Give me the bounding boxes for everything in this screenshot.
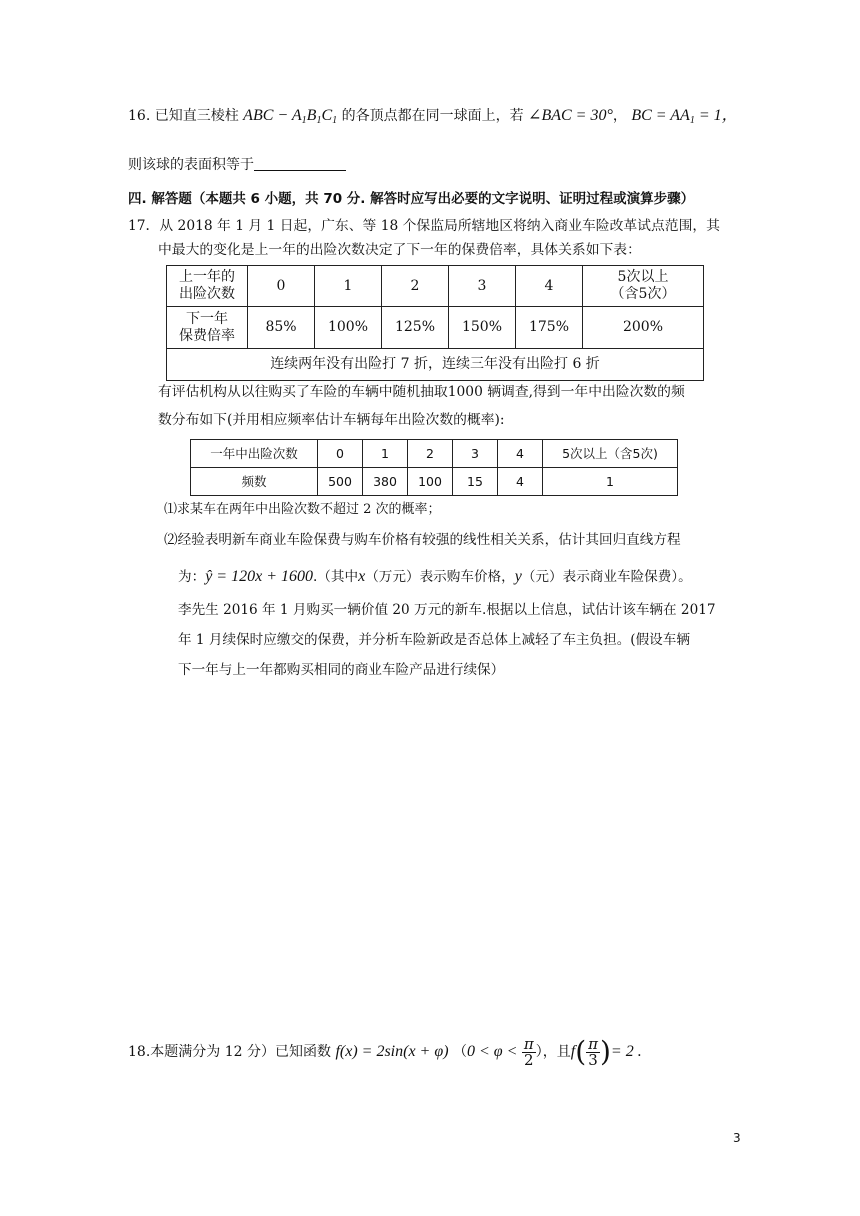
premium-rate-table — [166, 265, 704, 381]
q16-label: 16. 已知直三棱柱 — [128, 108, 239, 124]
t1-cell-5plus: 5次以上 （含5次） — [583, 266, 704, 307]
t1-footer: 连续两年没有出险打 7 折，连续三年没有出险打 6 折 — [167, 349, 704, 381]
pi-over-2: $\frac{\pi}{2}$ — [523, 1034, 534, 1069]
t2-value: 380 — [363, 468, 408, 496]
t1-cell: 200% — [583, 307, 704, 349]
t2-col: 1 — [363, 440, 408, 468]
t2-header: 一年中出险次数 — [191, 440, 318, 468]
t2-col: 3 — [453, 440, 498, 468]
section-title: 四. 解答题（本题共 6 小题，共 70 分. 解答时应写出必要的文字说明、证明过程或演算步骤） — [128, 191, 695, 207]
q16-line2 — [128, 155, 346, 175]
t2-value: 1 — [543, 468, 678, 496]
t2-value: 500 — [318, 468, 363, 496]
q16-middle: 的各顶点都在同一球面上，若 — [341, 108, 524, 124]
t1-cell: 0 — [248, 266, 315, 307]
q18-condition: 0 < φ < — [466, 1043, 518, 1060]
q17-line2: 中最大的变化是上一年的出险次数决定了下一年的保费倍率，具体关系如下表： — [158, 242, 641, 258]
t1-cell: 150% — [449, 307, 516, 349]
q17-sub2-line3: 李先生 2016 年 1 月购买一辆价值 20 万元的新车.根据以上信息，试估计该车辆在 2017 — [178, 602, 716, 618]
t2-value: 4 — [498, 468, 543, 496]
t1-cell: 85% — [248, 307, 315, 349]
q17-line3: 有评估机构从以往购买了车险的车辆中随机抽取1000 辆调查,得到一年中出险次数的频 — [158, 384, 685, 400]
t1-cell: 125% — [382, 307, 449, 349]
q16-line1: 16. 已知直三棱柱 ABC − $A_1B_1C_1$ 的各顶点都在同一球面上，若 ∠BAC = 30°， BC = $AA_1 = 1$， — [128, 107, 738, 126]
t1-cell: 2 — [382, 266, 449, 307]
q17-line1: 17．从 2018 年 1 月 1 日起，广东、等 18 个保监局所辖地区将纳入商业车险改革试点范围，其 — [128, 218, 720, 234]
q18-line: 18.本题满分为 12 分）已知函数 f(x) = 2sin(x + φ) （0 < φ < $\frac{\pi}{2}$ ），且f( $\frac{\pi}{3}$ )= 2 . — [128, 1034, 642, 1069]
pi-over-3: $\frac{\pi}{3}$ — [588, 1034, 598, 1069]
t2-col: 2 — [408, 440, 453, 468]
t1-header-claims: 上一年的 出险次数 — [167, 266, 248, 307]
q16-prism: ABC − $A_1B_1C_1$ — [243, 107, 338, 126]
q16-angle: ∠BAC = 30° — [528, 107, 613, 124]
q17-sub2-line4: 年 1 月续保时应缴交的保费，并分析车险新政是否总体上减轻了车主负担。(假设车辆 — [178, 632, 690, 648]
page-number: 3 — [733, 1131, 741, 1145]
t1-cell: 3 — [449, 266, 516, 307]
q16-eq: BC = $AA_1 = 1$， — [631, 107, 738, 126]
q18-function: f(x) = 2sin(x + φ) — [335, 1043, 449, 1060]
regression-equation: ŷ = 120x + 1600 — [205, 568, 313, 585]
t1-header-rate: 下一年 保费倍率 — [167, 307, 248, 349]
t2-row-label: 频数 — [191, 468, 318, 496]
q17-sub2-line2: 为：ŷ = 120x + 1600.（其中x（万元）表示购车价格，y（元）表示商业车险保费）。 — [178, 568, 692, 585]
t2-col: 0 — [318, 440, 363, 468]
q17-sub2-line5: 下一年与上一年都购买相同的商业车险产品进行续保） — [178, 662, 505, 678]
t2-col: 5次以上（含5次) — [543, 440, 678, 468]
q16-line2-text: 则该球的表面积等于 — [128, 157, 254, 173]
q17-sub2-line1: ⑵经验表明新车商业车险保费与购车价格有较强的线性相关关系，估计其回归直线方程 — [164, 532, 681, 548]
t2-value: 15 — [453, 468, 498, 496]
q17-sub1: ⑴求某车在两年中出险次数不超过 2 次的概率； — [164, 502, 441, 517]
frequency-table — [190, 439, 678, 496]
t2-col: 4 — [498, 440, 543, 468]
t1-cell: 100% — [315, 307, 382, 349]
t1-cell: 175% — [516, 307, 583, 349]
q18-label: 18.本题满分为 12 分）已知函数 — [128, 1044, 331, 1060]
answer-blank — [254, 156, 346, 171]
t1-cell: 4 — [516, 266, 583, 307]
t1-cell: 1 — [315, 266, 382, 307]
q17-line4: 数分布如下(并用相应频率估计车辆每年出险次数的概率): — [158, 412, 505, 428]
t2-value: 100 — [408, 468, 453, 496]
